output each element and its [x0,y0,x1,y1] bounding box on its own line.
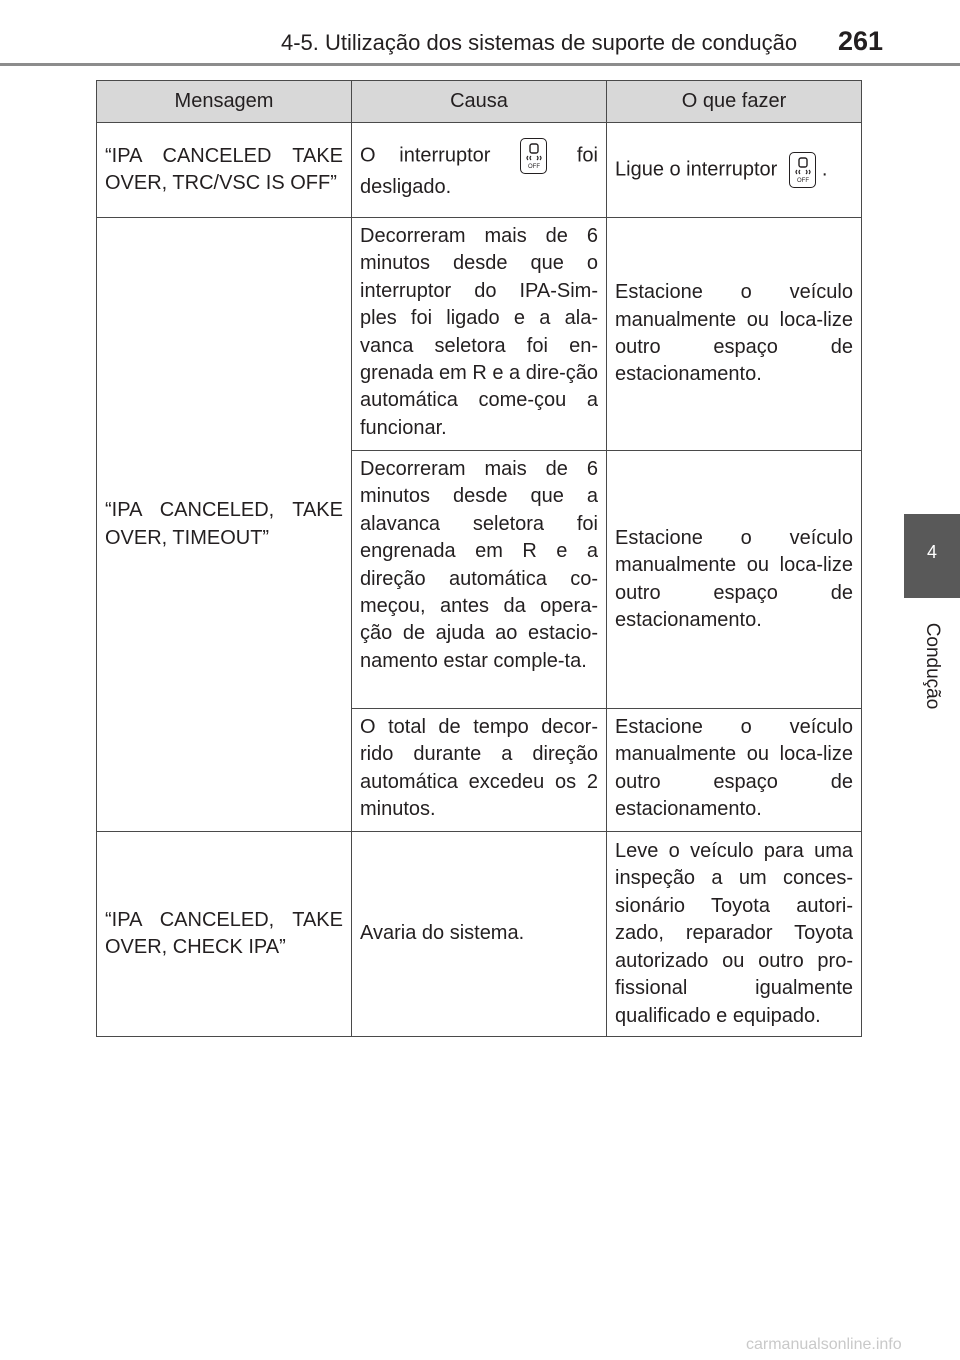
message-table [96,80,862,1037]
cause-cell [352,218,607,451]
action-cell [607,709,862,832]
section-title: 4-5. Utilização dos sistemas de suporte de condução [281,30,798,55]
page-number: 261 [838,26,884,56]
table-row [97,123,862,218]
action-text: Ligue o interruptor [615,158,778,181]
vsc-off-switch-icon [789,152,816,188]
action-text: Estacione o veículo manualmente ou loca-lize outro espaço de estacionamento. [615,526,853,631]
header-cause: Causa [352,81,607,123]
action-cell [607,123,862,218]
cause-text: Decorreram mais de 6 minutos desde que a alavanca seletora foi engrenada em R e a direção automática co-meçou, antes da opera-ção de ajuda ao estacio-namento estar comple-ta. [360,458,598,672]
switch-off-text: OFF [528,164,541,171]
vsc-off-switch-icon [520,138,547,174]
table-header-row [97,81,862,123]
message-text: “IPA CANCELED TAKE OVER, TRC/VSC IS OFF” [105,144,343,194]
header-action: O que fazer [607,81,862,123]
chapter-tab[interactable] [904,514,960,598]
car-skid-icon [524,143,544,170]
cause-text-cont: foi desligado. [360,144,598,199]
cause-cell [352,123,607,218]
action-text: Estacione o veículo manualmente ou loca-lize outro espaço de estacionamento. [615,716,853,821]
message-cell [97,218,352,832]
car-skid-icon [793,157,813,184]
table-row [97,832,862,1037]
header-message: Mensagem [97,81,352,123]
message-cell [97,832,352,1037]
site-watermark: carmanualsonline.info [746,1336,902,1353]
cause-text: Avaria do sistema. [360,922,525,945]
chapter-number: 4 [926,542,937,562]
message-cell [97,123,352,218]
cause-text: Decorreram mais de 6 minutos desde que o interruptor do IPA-Sim-ples foi ligado e a ala-vanca seletora foi en-grenada em R e a dire-ção automática come-çou a funcionar. [360,225,598,439]
action-cell [607,218,862,451]
header-divider [0,63,960,66]
switch-off-text: OFF [796,178,809,184]
table-row [97,218,862,451]
cause-text: O total de tempo decor-rido durante a direção automática excedeu os 2 minutos. [360,716,598,821]
action-text-end: . [821,158,828,181]
cause-text: O interruptor [360,144,491,167]
action-cell [607,451,862,709]
message-text: “IPA CANCELED, TAKE OVER, TIMEOUT” [105,499,343,549]
cause-cell [352,451,607,709]
action-text: Estacione o veículo manualmente ou loca-lize outro espaço de estacionamento. [615,281,853,386]
action-cell [607,832,862,1037]
chapter-label: Condução [922,622,943,710]
cause-cell [352,709,607,832]
cause-cell [352,832,607,1037]
page-header [0,0,960,70]
message-text: “IPA CANCELED, TAKE OVER, CHECK IPA” [105,908,343,958]
action-text: Leve o veículo para uma inspeção a um conces-sionário Toyota autori-zado, reparador Toyota autorizado ou outro pro-fissional igualmente qualificado e equipado. [615,840,853,1027]
